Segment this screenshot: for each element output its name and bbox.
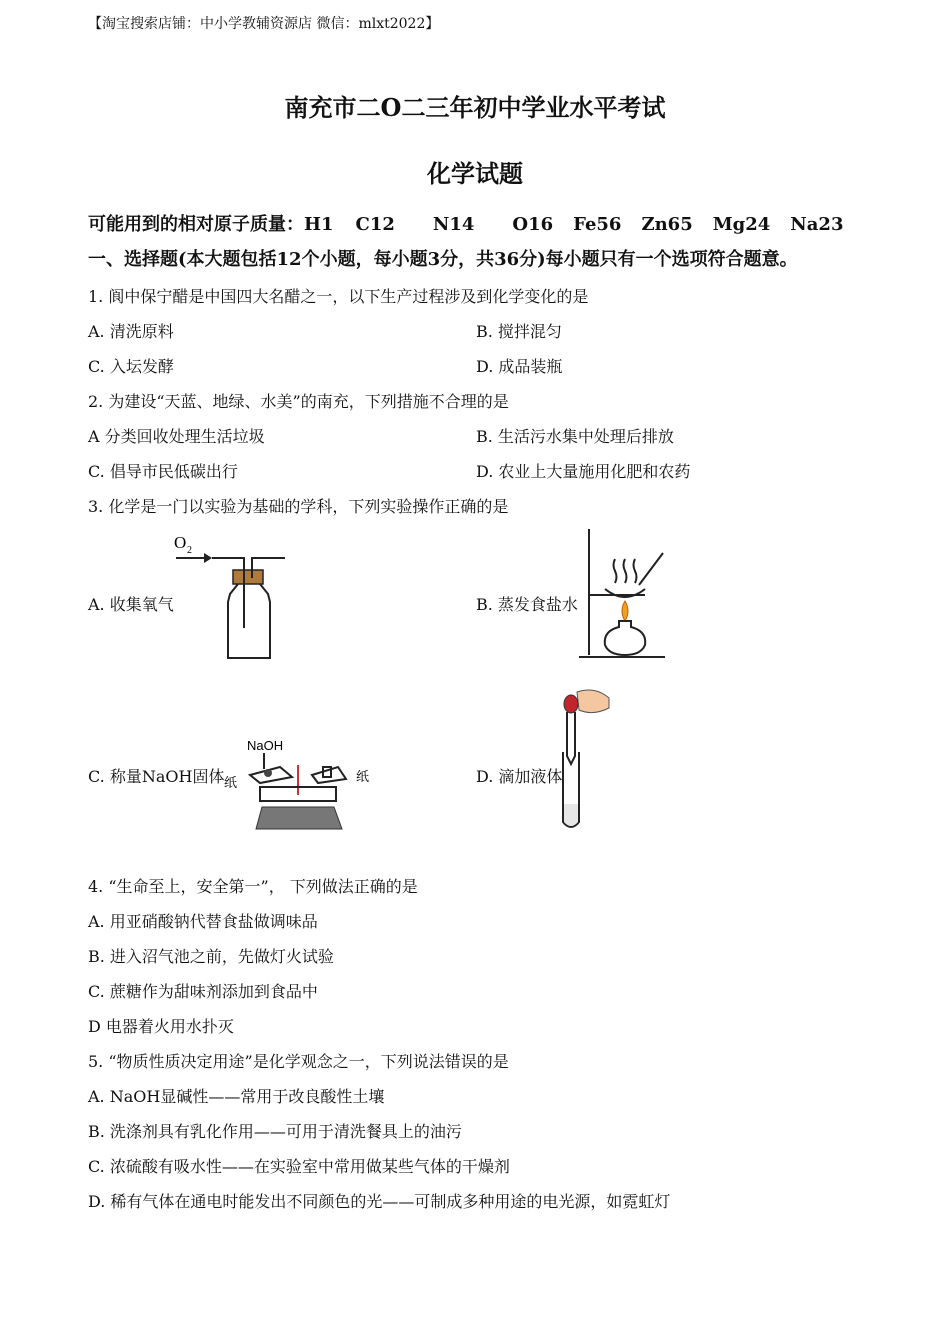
atomic-mass: C12 — [355, 214, 395, 235]
rubber-bulb — [564, 695, 578, 713]
naoh-label: NaOH — [247, 738, 284, 753]
atomic-masses-label: 可能用到的相对原子质量： — [88, 214, 304, 235]
flame-icon — [622, 601, 628, 621]
arrow-head-icon — [204, 553, 212, 563]
exam-subtitle: 化学试题 — [427, 159, 523, 188]
o2-subscript: 2 — [187, 545, 192, 556]
figure-evaporate-saltwater — [575, 525, 675, 665]
atomic-masses-row — [88, 210, 843, 236]
atomic-mass: Fe56 — [573, 214, 622, 235]
balance-base — [256, 807, 342, 829]
q1-option-c: C. 入坛发酵 — [88, 357, 174, 376]
atomic-mass: N14 — [432, 214, 475, 235]
q2-option-a: A 分类回收处理生活垃圾 — [88, 427, 265, 446]
q2-option-c: C. 倡导市民低碳出行 — [88, 462, 238, 481]
dropper-tube — [567, 712, 575, 764]
liquid-in-tube — [564, 804, 578, 826]
glass-rod — [639, 553, 663, 585]
steam-icon — [614, 559, 637, 583]
gas-bottle — [228, 584, 270, 658]
q3-option-b: B. 蒸发食盐水 — [476, 595, 578, 614]
q2-option-b: B. 生活污水集中处理后排放 — [476, 427, 674, 446]
q4-option-c: C. 蔗糖作为甜味剂添加到食品中 — [88, 982, 318, 1001]
q4-option-a: A. 用亚硝酸钠代替食盐做调味品 — [88, 912, 318, 931]
atomic-mass: H1 — [304, 214, 334, 235]
q4-option-b: B. 进入沼气池之前，先做灯火试验 — [88, 947, 334, 966]
question-1-stem: 1. 阆中保宁醋是中国四大名醋之一，以下生产过程涉及到化学变化的是 — [88, 287, 589, 306]
exam-title: 南充市二O二三年初中学业水平考试 — [284, 93, 666, 122]
q1-option-b: B. 搅拌混匀 — [476, 322, 562, 341]
naoh-solid — [264, 769, 272, 777]
rubber-stopper — [233, 570, 263, 584]
paper-label-left: 纸 — [224, 775, 238, 790]
header-note: 【淘宝搜索店铺：中小学教辅资源店 微信：mlxt2022】 — [88, 16, 440, 32]
q5-option-a: A. NaOH显碱性——常用于改良酸性土壤 — [88, 1087, 385, 1106]
q3-option-c: C. 称量NaOH固体 — [88, 767, 225, 786]
q3-option-a: A. 收集氧气 — [88, 595, 174, 614]
question-3-stem: 3. 化学是一门以实验为基础的学科，下列实验操作正确的是 — [88, 497, 509, 516]
question-2-stem: 2. 为建设“天蓝、地绿、水美”的南充，下列措施不合理的是 — [88, 392, 509, 411]
section-heading: 一、选择题(本大题包括12个小题，每小题3分，共36分)每小题只有一个选项符合题意。 — [88, 249, 798, 270]
figure-collect-oxygen — [170, 528, 295, 663]
q2-option-d: D. 农业上大量施用化肥和农药 — [476, 462, 691, 481]
q3-option-d: D. 滴加液体 — [476, 767, 563, 786]
atomic-mass: Mg24 — [712, 214, 771, 235]
q5-option-d: D. 稀有气体在通电时能发出不同颜色的光——可制成多种用途的电光源，如霓虹灯 — [88, 1192, 671, 1211]
paper-label-right: 纸 — [356, 769, 370, 784]
q4-option-d: D 电器着火用水扑灭 — [88, 1017, 234, 1036]
q1-option-a: A. 清洗原料 — [88, 322, 174, 341]
o2-label: O — [174, 533, 187, 552]
question-4-stem: 4. “生命至上，安全第一”， 下列做法正确的是 — [88, 877, 418, 896]
right-pan-paper — [312, 767, 346, 783]
alcohol-lamp — [605, 621, 645, 655]
question-5-stem: 5. “物质性质决定用途”是化学观念之一，下列说法错误的是 — [88, 1052, 509, 1071]
q5-option-b: B. 洗涤剂具有乳化作用——可用于清洗餐具上的油污 — [88, 1122, 462, 1141]
hand-icon — [577, 690, 609, 713]
q5-option-c: C. 浓硫酸有吸水性——在实验室中常用做某些气体的干燥剂 — [88, 1157, 510, 1176]
atomic-mass: O16 — [512, 214, 554, 235]
atomic-mass: Na23 — [790, 214, 844, 235]
atomic-mass: Zn65 — [641, 214, 693, 235]
figure-drop-liquid — [555, 686, 625, 834]
figure-weigh-naoh — [220, 735, 380, 835]
q1-option-d: D. 成品装瓶 — [476, 357, 563, 376]
